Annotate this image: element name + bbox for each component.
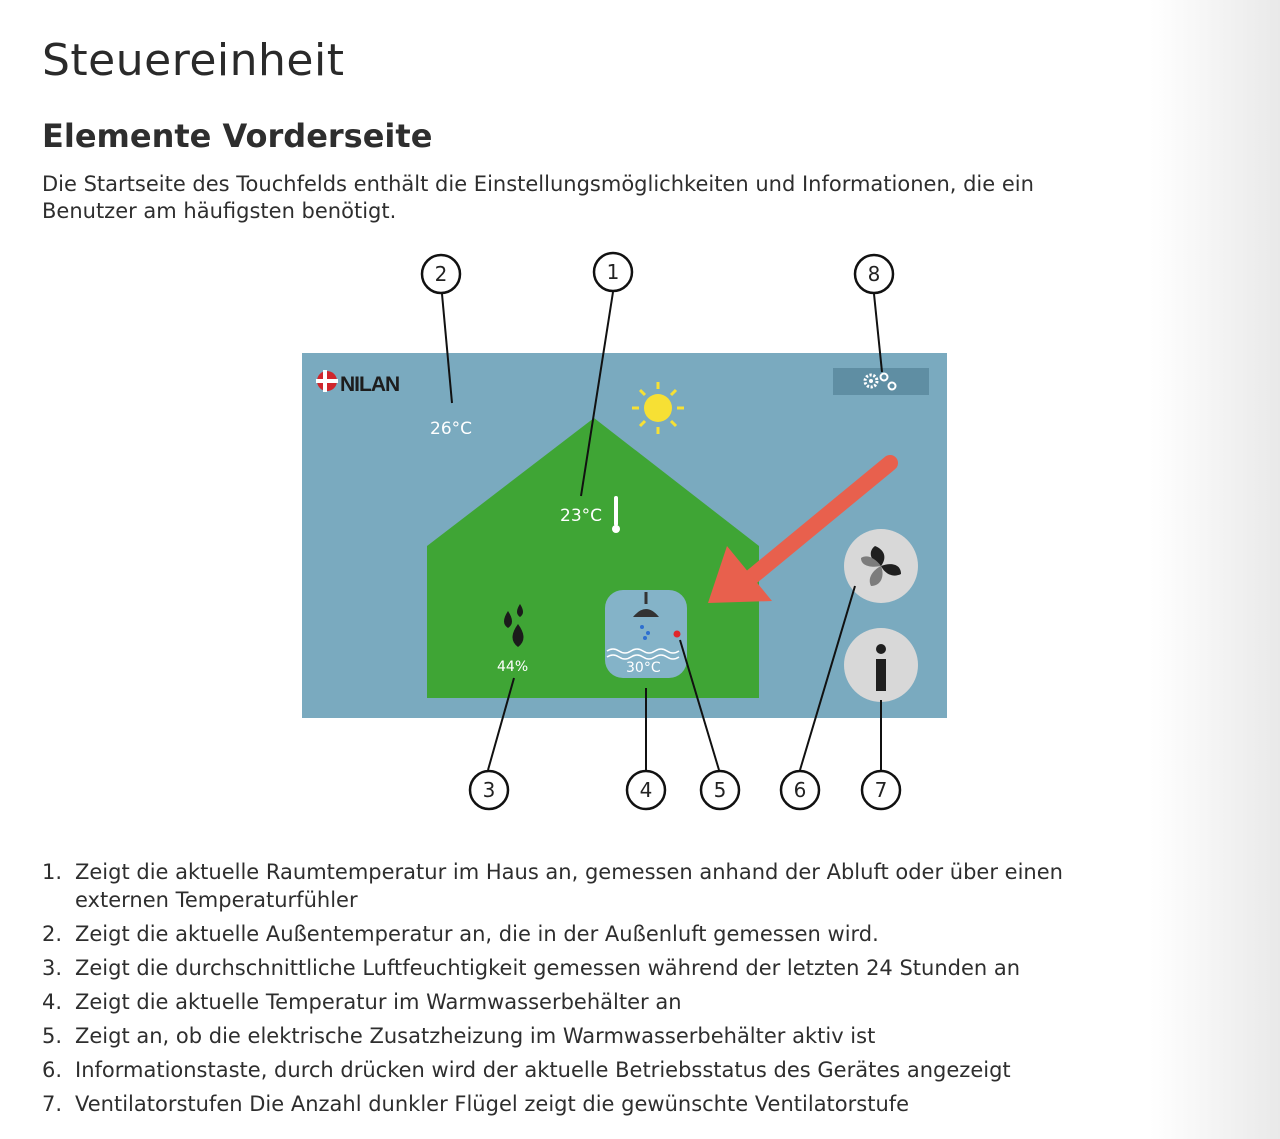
hot-water-button[interactable] <box>605 590 687 678</box>
info-icon <box>876 644 886 691</box>
section-title: Elemente Vorderseite <box>42 116 433 155</box>
list-item: 4. Zeigt die aktuelle Temperatur im Warmwasserbehälter an <box>42 990 682 1014</box>
svg-text:1: 1 <box>606 260 620 284</box>
callout-1 <box>594 253 632 291</box>
info-button[interactable] <box>844 628 918 702</box>
list-item: 5. Zeigt an, ob die elektrische Zusatzheizung im Warmwasserbehälter aktiv ist <box>42 1024 876 1048</box>
legend-list <box>42 858 1142 1124</box>
intro-paragraph: Die Startseite des Touchfelds enthält die Einstellungsmöglichkeiten und Informationen, die ein Benutzer am häufigsten benötigt. <box>42 172 1034 223</box>
page-title: Steuereinheit <box>42 35 345 87</box>
list-item: 2. Zeigt die aktuelle Außentemperatur an, die in der Außenluft gemessen wird. <box>42 922 879 946</box>
svg-text:6: 6 <box>793 778 807 802</box>
callout-7 <box>862 771 900 809</box>
svg-text:5: 5 <box>713 778 727 802</box>
svg-text:8: 8 <box>867 262 881 286</box>
callout-4 <box>627 771 665 809</box>
callout-5 <box>701 771 739 809</box>
svg-text:7: 7 <box>874 778 888 802</box>
heater-indicator <box>674 631 681 638</box>
callout-8 <box>855 255 893 293</box>
callout-6 <box>781 771 819 809</box>
fan-button[interactable] <box>844 529 918 603</box>
water-temp: 30°C <box>626 660 661 676</box>
humidity-value: 44% <box>497 659 529 675</box>
outdoor-temp: 26°C <box>430 419 473 439</box>
list-item: 7. Ventilatorstufen Die Anzahl dunkler Flügel zeigt die gewünschte Ventilatorstufe <box>42 1092 910 1116</box>
svg-text:4: 4 <box>639 778 653 802</box>
svg-text:3: 3 <box>482 778 496 802</box>
callout-3 <box>470 771 508 809</box>
room-temp: 23°C <box>560 506 603 526</box>
list-item: 3. Zeigt die durchschnittliche Luftfeuchtigkeit gemessen während der letzten 24 Stunden an <box>42 956 1021 980</box>
brand-text: NILAN <box>340 373 400 396</box>
svg-text:2: 2 <box>434 262 448 286</box>
list-item: 6. Informationstaste, durch drücken wird der aktuelle Betriebsstatus des Gerätes angezeigt <box>42 1058 1011 1082</box>
list-item: 1. Zeigt die aktuelle Raumtemperatur im Haus an, gemessen anhand der Abluft oder über einen externen Temperaturfühler <box>42 860 1063 912</box>
callout-2 <box>422 255 460 293</box>
